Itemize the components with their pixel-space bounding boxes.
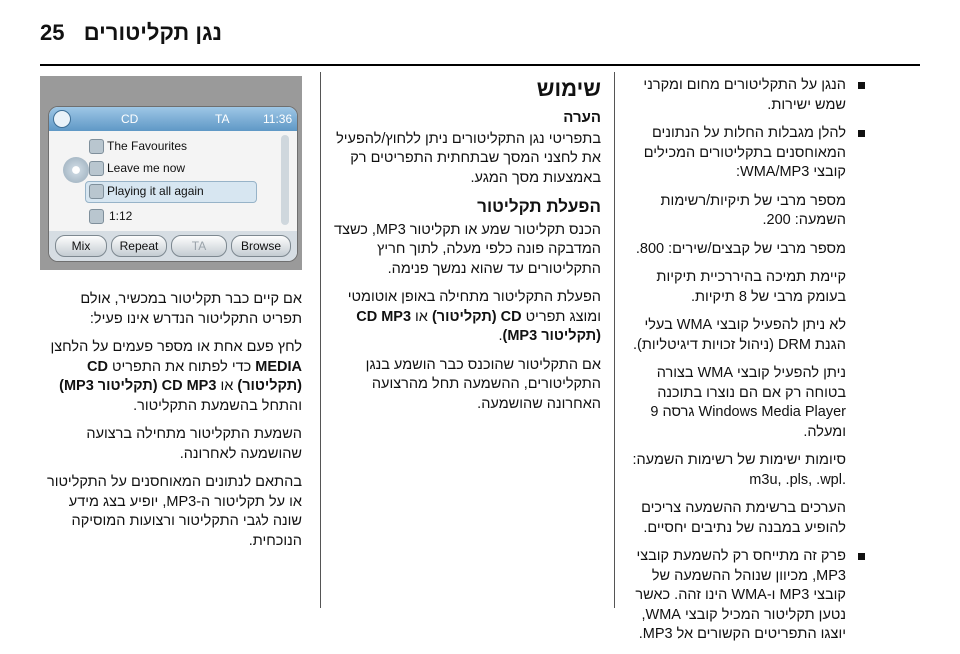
header-rule bbox=[40, 64, 920, 66]
limit-drm: לא ניתן להפעיל קובצי WMA בעלי הגנת DRM (ניהול זכויות דיגיטליות). bbox=[632, 317, 846, 353]
autoplay-text: הפעלת התקליטור מתחילה באופן אוטומטי ומוצג תפריט CD (תקליטור) או CD MP3 (תקליטור MP3). bbox=[347, 289, 601, 344]
sub-heading: הפעלת תקליטור bbox=[477, 197, 601, 216]
source-label: CD bbox=[121, 112, 139, 126]
limit-paths: הערכים ברשימת ההשמעה צריכים להופיע במבנה של נתיבים יחסיים. bbox=[641, 500, 846, 536]
mix-button[interactable]: Mix bbox=[55, 235, 107, 257]
back-icon[interactable] bbox=[53, 110, 71, 128]
limit-playlists: מספר מרבי של תיקיות/רשימות השמעה: 200. bbox=[660, 192, 846, 228]
limit-wmp: ניתן להפעיל קובצי WMA בצורה בטוחה רק אם הם נוצרו בתוכנה Windows Media Player גרסה 9 ומעלה. bbox=[650, 365, 846, 440]
clock-icon bbox=[89, 209, 104, 224]
column-right bbox=[622, 76, 868, 654]
limit-extensions: סיומות ישימות של רשימות השמעה: .m3u, .pls, .wpl bbox=[632, 452, 846, 488]
elapsed-time: 1:12 bbox=[109, 209, 133, 223]
page-title: נגן תקליטורים bbox=[83, 20, 222, 45]
browse-button[interactable]: Browse bbox=[231, 235, 291, 257]
track-item[interactable]: Leave me now bbox=[107, 161, 186, 175]
section-heading: שימוש bbox=[536, 76, 601, 101]
track-list bbox=[49, 131, 297, 231]
scrollbar[interactable] bbox=[281, 135, 289, 225]
column-left bbox=[40, 290, 302, 560]
bullet-mp3-wma: פרק זה מתייחס רק להשמעת קובצי MP3, מכיוון שנוהל ההשמעה של קובצי MP3 ו-WMA הינו זהה. כאשר נטען תקליטור המכיל קובצי WMA, יוצגו התפריטים הקשורים אל MP3. bbox=[622, 547, 868, 645]
limit-depth: קיימת תמיכה בהיררכיית תיקיות בעומק מרבי של 8 תיקיות. bbox=[656, 269, 846, 305]
note-title: הערה bbox=[563, 109, 601, 126]
resume-text: אם התקליטור שהוכנס כבר הושמע בנגן התקליטורים, ההשמעה תחל מהרצועה האחרונה שהושמעה. bbox=[365, 356, 601, 412]
limit-files: מספר מרבי של קבצים/שירים: 800. bbox=[635, 240, 846, 257]
bullet-protect: הנגן על התקליטורים מחום ומקרני שמש ישירות. bbox=[622, 76, 868, 115]
note-text: בתפריטי נגן התקליטורים ניתן ללחוץ/להפעיל את לחצני המסך שבתחתית התפריטים רק באמצעות מסך המגע. bbox=[336, 130, 601, 186]
insert-disc-text: הכנס תקליטור שמע או תקליטור MP3, כשצד המדבקה פונה כלפי מעלה, לתוך חריץ התקליטורים עד שהוא נמשך פנימה. bbox=[334, 221, 601, 277]
media-button-instruction: לחץ פעם אחת או מספר פעמים על הלחצן MEDIA כדי לפתוח את התפריט CD (תקליטור) או CD MP3 (תקליטור MP3) והתחל בהשמעת התקליטור. bbox=[50, 339, 302, 414]
page-number: 25 bbox=[40, 20, 65, 45]
display-top-bar bbox=[49, 107, 297, 131]
column-middle bbox=[333, 76, 601, 423]
screen-image bbox=[40, 76, 302, 270]
track-item-selected[interactable]: Playing it all again bbox=[107, 184, 204, 198]
cd-icon bbox=[63, 157, 89, 183]
track-icon bbox=[89, 139, 104, 154]
track-icon bbox=[89, 161, 104, 176]
button-row bbox=[49, 231, 297, 261]
column-divider-left bbox=[320, 72, 321, 608]
inactive-menu-text: אם קיים כבר תקליטור במכשיר, אולם תפריט התקליטור הנדרש אינו פעיל: bbox=[80, 291, 302, 327]
page-header bbox=[0, 0, 960, 64]
bullet-limits: להלן מגבלות החלות על הנתונים המאוחסנים בתקליטורים המכילים קובצי WMA/MP3: bbox=[622, 124, 868, 183]
track-icon bbox=[89, 184, 104, 199]
clock: 11:36 bbox=[263, 112, 293, 126]
ta-label: TA bbox=[215, 112, 230, 126]
column-divider-right bbox=[614, 72, 615, 608]
display-info-text: בהתאם לנתונים המאוחסנים על התקליטור או על תקליטור ה-MP3, יופיע בצג מידע שונה לגבי התקליטור ורצועות המוסיקה הנוכחית. bbox=[46, 474, 302, 549]
last-track-text: השמעת התקליטור מתחילה ברצועה שהושמעה לאחרונה. bbox=[86, 426, 302, 462]
ta-button[interactable]: TA bbox=[171, 235, 227, 257]
display-frame bbox=[48, 106, 298, 262]
repeat-button[interactable]: Repeat bbox=[111, 235, 167, 257]
track-item[interactable]: The Favourites bbox=[107, 139, 188, 153]
